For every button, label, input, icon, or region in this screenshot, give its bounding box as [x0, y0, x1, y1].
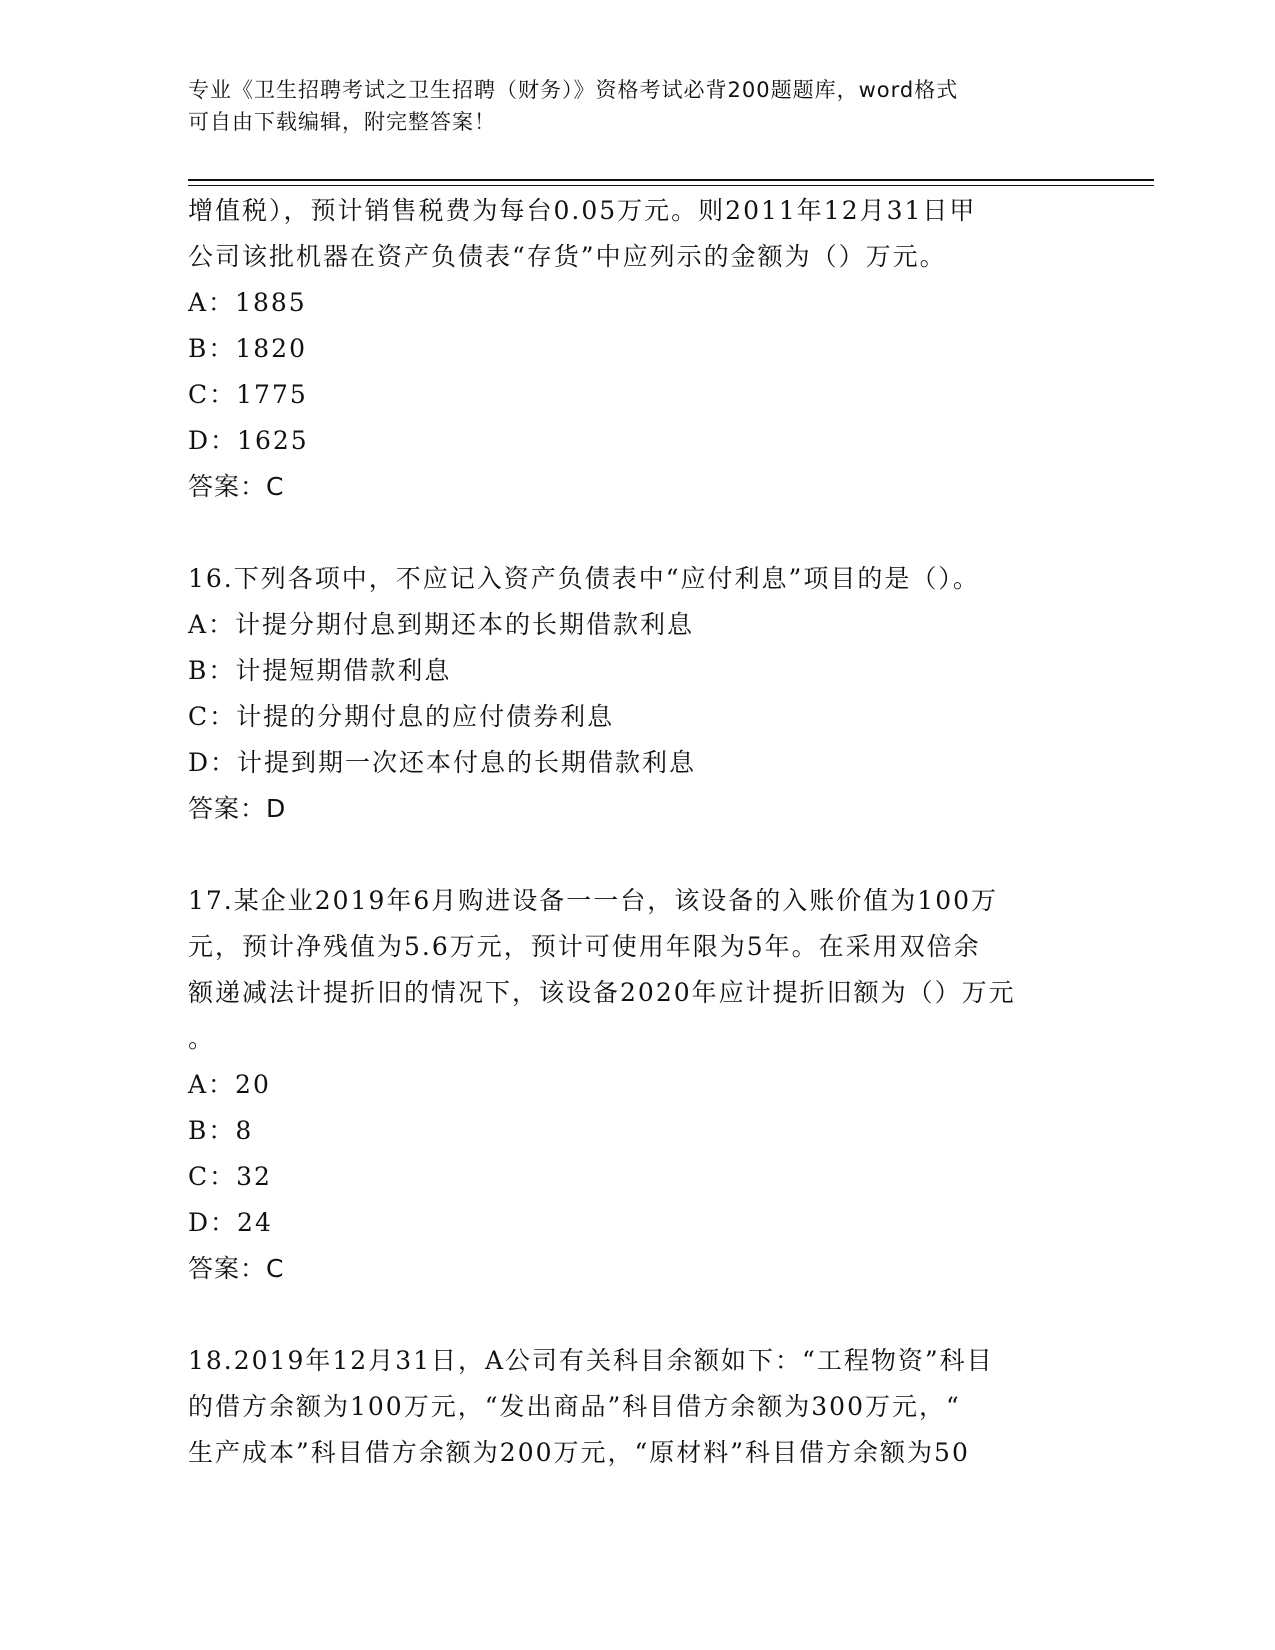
answer: 答案：D	[188, 794, 287, 823]
option-a: A：计提分期付息到期还本的长期借款利息	[188, 610, 695, 639]
question-list	[188, 188, 1088, 1476]
spacer	[188, 832, 1088, 878]
question-18	[188, 1338, 1088, 1476]
question-text-line: 元，预计净残值为5.6万元，预计可使用年限为5年。在采用双倍余	[188, 932, 981, 961]
option-b: B：1820	[188, 334, 307, 363]
question-text-line: 额递减法计提折旧的情况下，该设备2020年应计提折旧额为（）万元	[188, 978, 1016, 1007]
spacer	[188, 1292, 1088, 1338]
question-text-line: 增值税），预计销售税费为每台0.05万元。则2011年12月31日甲	[188, 196, 977, 225]
spacer	[188, 510, 1088, 556]
option-c: C：32	[188, 1162, 272, 1191]
question-17	[188, 878, 1088, 1292]
question-text-line: 的借方余额为100万元，“发出商品”科目借方余额为300万元，“	[188, 1392, 961, 1421]
option-b: B：计提短期借款利息	[188, 656, 452, 685]
option-d: D：24	[188, 1208, 273, 1237]
question-text-line: 17.某企业2019年6月购进设备一一台，该设备的入账价值为100万	[188, 886, 999, 915]
answer: 答案：C	[188, 472, 285, 501]
document-header	[188, 74, 1088, 138]
question-15	[188, 188, 1088, 510]
question-text-line: 。	[188, 1024, 216, 1053]
answer: 答案：C	[188, 1254, 285, 1283]
option-d: D：1625	[188, 426, 309, 455]
option-b: B：8	[188, 1116, 254, 1145]
header-line-2: 可自由下载编辑，附完整答案！	[188, 110, 496, 134]
header-rule-thick	[188, 179, 1154, 181]
question-text-line: 生产成本”科目借方余额为200万元，“原材料”科目借方余额为50	[188, 1438, 970, 1467]
question-text-line: 18.2019年12月31日，A公司有关科目余额如下：“工程物资”科目	[188, 1346, 994, 1375]
header-rule-thin	[188, 185, 1154, 186]
question-16	[188, 556, 1088, 832]
option-c: C：1775	[188, 380, 308, 409]
option-d: D：计提到期一次还本付息的长期借款利息	[188, 748, 697, 777]
option-a: A：20	[188, 1070, 271, 1099]
question-text-line: 公司该批机器在资产负债表“存货”中应列示的金额为（）万元。	[188, 242, 947, 271]
question-text-line: 16.下列各项中，不应记入资产负债表中“应付利息”项目的是（）。	[188, 564, 980, 593]
option-c: C：计提的分期付息的应付债券利息	[188, 702, 615, 731]
header-line-1: 专业《卫生招聘考试之卫生招聘（财务）》资格考试必背200题题库，word格式	[188, 78, 959, 102]
option-a: A：1885	[188, 288, 307, 317]
